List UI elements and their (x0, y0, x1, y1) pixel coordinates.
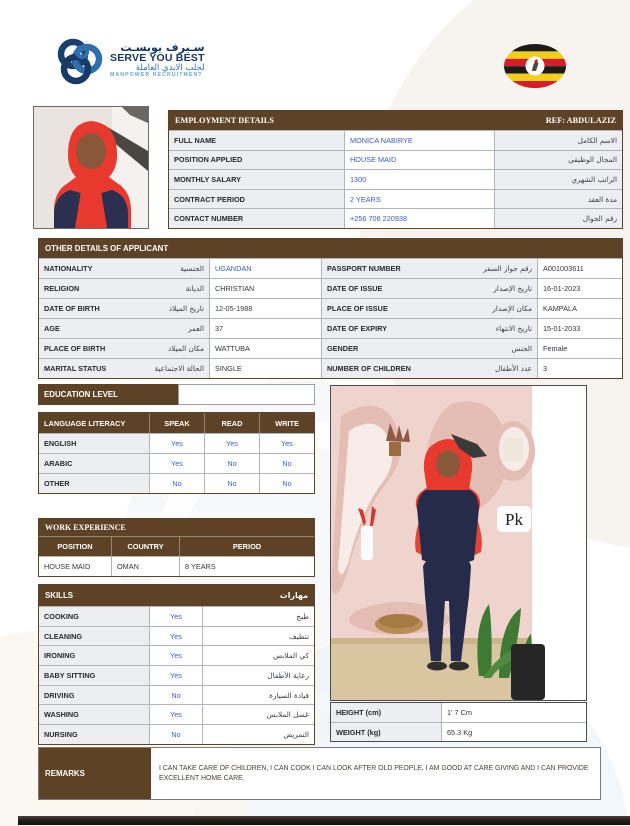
skill-name-arabic: قيادة السيارة (202, 685, 314, 705)
field-value: UGANDAN (209, 258, 321, 278)
education-level-title: EDUCATION LEVEL (38, 384, 178, 405)
weight-label: WEIGHT (kg) (331, 722, 441, 741)
field-label: MARITAL STATUS (44, 364, 107, 373)
body-measurements-table (330, 702, 587, 742)
field-label: PLACE OF BIRTH (44, 344, 106, 353)
skill-value: Yes (149, 626, 202, 646)
skill-name-arabic: غسل الملابس (202, 704, 314, 724)
skill-value: No (149, 724, 202, 744)
field-value: HOUSE MAID (344, 150, 494, 170)
knot-logo-icon (54, 34, 104, 86)
employment-details-header (169, 111, 622, 130)
field-label-arabic: الحالة الاجتماعية (154, 364, 204, 373)
field-label-arabic: المجال الوظيفي (494, 150, 622, 170)
field-label-arabic: الراتب الشهري (494, 169, 622, 189)
column-header: LANGUAGE LITERACY (39, 413, 149, 433)
field-label-arabic: الجنس (511, 344, 532, 353)
column-header: SPEAK (149, 413, 204, 433)
field-value: 15-01-2033 (537, 318, 622, 338)
skill-name-arabic: كي الملابس (202, 645, 314, 665)
field-value: Female (537, 338, 622, 358)
height-label: HEIGHT (cm) (331, 703, 441, 722)
work-experience-table (38, 518, 315, 577)
agency-logo-text (110, 42, 205, 79)
field-label-arabic: الجنسية (180, 264, 204, 273)
field-value: A001003611 (537, 258, 622, 278)
language-read: Yes (204, 433, 259, 453)
field-label-arabic: تاريخ الانتهاء (495, 324, 532, 333)
field-value: 1300 (344, 169, 494, 189)
language-name: OTHER (39, 473, 149, 493)
field-value: +256 706 220938 (344, 208, 494, 228)
field-label: POSITION APPLIED (169, 150, 344, 170)
skill-value: Yes (149, 704, 202, 724)
remarks-section (38, 747, 601, 800)
field-label: NUMBER OF CHILDREN (327, 364, 411, 373)
field-label: NATIONALITY (44, 264, 93, 273)
employment-ref-badge: REF: ABDULAZIZ (545, 116, 616, 125)
field-label: PASSPORT NUMBER (327, 264, 401, 273)
language-write: Yes (259, 433, 314, 453)
column-header: WRITE (259, 413, 314, 433)
skill-name: BABY SITTING (39, 665, 149, 685)
language-read: No (204, 473, 259, 493)
other-details-title: OTHER DETAILS OF APPLICANT (45, 244, 169, 253)
field-label: PLACE OF ISSUE (327, 304, 388, 313)
field-label-arabic: عدد الأطفال (495, 364, 532, 373)
applicant-fullbody-photo (330, 385, 587, 701)
skill-name: DRIVING (39, 685, 149, 705)
language-write: No (259, 473, 314, 493)
remarks-text: I CAN TAKE CARE OF CHILDREN, I CAN COOK I CAN LOOK AFTER OLD PEOPLE, I AM GOOD AT CARE GIVING AND I CAN PROVIDE EXCELLENT HOME CARE. (159, 765, 589, 782)
skills-title-arabic: مهارات (279, 591, 308, 600)
field-value: SINGLE (209, 358, 321, 378)
field-label: AGE (44, 324, 60, 333)
field-label: GENDER (327, 344, 359, 353)
language-name: ARABIC (39, 453, 149, 473)
language-speak: No (149, 473, 204, 493)
work-experience-title: WORK EXPERIENCE (39, 519, 314, 536)
field-value: 37 (209, 318, 321, 338)
skill-name: CLEANING (39, 626, 149, 646)
remarks-title: REMARKS (39, 748, 151, 799)
skill-name-arabic: رعاية الأطفال (202, 665, 314, 685)
field-label: DATE OF EXPIRY (327, 324, 388, 333)
education-level-value (178, 384, 315, 405)
height-value: 1' 7 Cm (441, 703, 586, 722)
language-speak: Yes (149, 433, 204, 453)
field-value: 2 YEARS (344, 189, 494, 209)
field-label-arabic: العمر (187, 324, 204, 333)
education-level-section (38, 384, 315, 405)
field-label: CONTACT NUMBER (169, 208, 344, 228)
field-label-arabic: مكان الميلاد (167, 344, 204, 353)
language-name: ENGLISH (39, 433, 149, 453)
agency-arabic-title: سـيرف يوبسـت (120, 40, 205, 54)
skill-value: No (149, 685, 202, 705)
field-label-arabic: رقم جواز السفر (483, 264, 532, 273)
field-label-arabic: رقم الجوال (494, 208, 622, 228)
field-value: WATTUBA (209, 338, 321, 358)
column-header: PERIOD (179, 536, 314, 556)
skill-value: Yes (149, 665, 202, 685)
agency-subtitle: MANPOWER RECRUITMENT (110, 72, 203, 79)
agency-title: SERVE YOU BEST (110, 52, 205, 65)
skill-name: NURSING (39, 724, 149, 744)
column-header: POSITION (39, 536, 111, 556)
employment-details-table (168, 110, 623, 229)
language-literacy-table (38, 412, 315, 494)
field-label: MONTHLY SALARY (169, 169, 344, 189)
field-label-arabic: تاريخ الميلاد (168, 304, 204, 313)
language-write: No (259, 453, 314, 473)
field-label-arabic: مدة العقد (494, 189, 622, 209)
next-page-edge (18, 816, 630, 825)
field-value: 12-05-1988 (209, 298, 321, 318)
skills-header (39, 585, 314, 606)
experience-period: 8 YEARS (179, 556, 314, 576)
other-details-table (38, 238, 623, 379)
skill-name-arabic: طبخ (202, 606, 314, 626)
field-value: 16-01-2023 (537, 278, 622, 298)
other-details-header (39, 239, 622, 258)
field-label-arabic: مكان الإصدار (492, 304, 532, 313)
experience-country: OMAN (111, 556, 179, 576)
field-value: 3 (537, 358, 622, 378)
field-label: RELIGION (44, 284, 80, 293)
applicant-portrait-photo (33, 106, 149, 229)
column-header: READ (204, 413, 259, 433)
skill-value: Yes (149, 606, 202, 626)
skill-name: WASHING (39, 704, 149, 724)
weight-value: 65.3 Kg (441, 722, 586, 741)
uganda-flag-icon (504, 44, 566, 93)
skill-name-arabic: التمريض (202, 724, 314, 744)
language-speak: Yes (149, 453, 204, 473)
skill-name: COOKING (39, 606, 149, 626)
field-value: KAMPALA (537, 298, 622, 318)
column-header: COUNTRY (111, 536, 179, 556)
field-value: MONICA NABIRYE (344, 130, 494, 150)
skills-table (38, 584, 315, 745)
skills-title: SKILLS (45, 591, 74, 600)
agency-arabic-subtitle: لجلب الايدي العاملة (135, 63, 205, 74)
field-label: DATE OF ISSUE (327, 284, 383, 293)
skill-value: Yes (149, 645, 202, 665)
field-label-arabic: الاسم الكامل (494, 130, 622, 150)
experience-position: HOUSE MAID (39, 556, 111, 576)
language-read: No (204, 453, 259, 473)
field-label-arabic: الديانة (185, 284, 204, 293)
agency-logo (54, 34, 205, 86)
employment-details-title: EMPLOYMENT DETAILS (175, 116, 275, 125)
field-label: CONTRACT PERIOD (169, 189, 344, 209)
photo-watermark-badge: Pk (505, 510, 523, 529)
skill-name: IRONING (39, 645, 149, 665)
field-label-arabic: تاريخ الإصدار (493, 284, 532, 293)
skill-name-arabic: تنظيف (202, 626, 314, 646)
field-label: FULL NAME (169, 130, 344, 150)
field-value: CHRISTIAN (209, 278, 321, 298)
field-label: DATE OF BIRTH (44, 304, 100, 313)
